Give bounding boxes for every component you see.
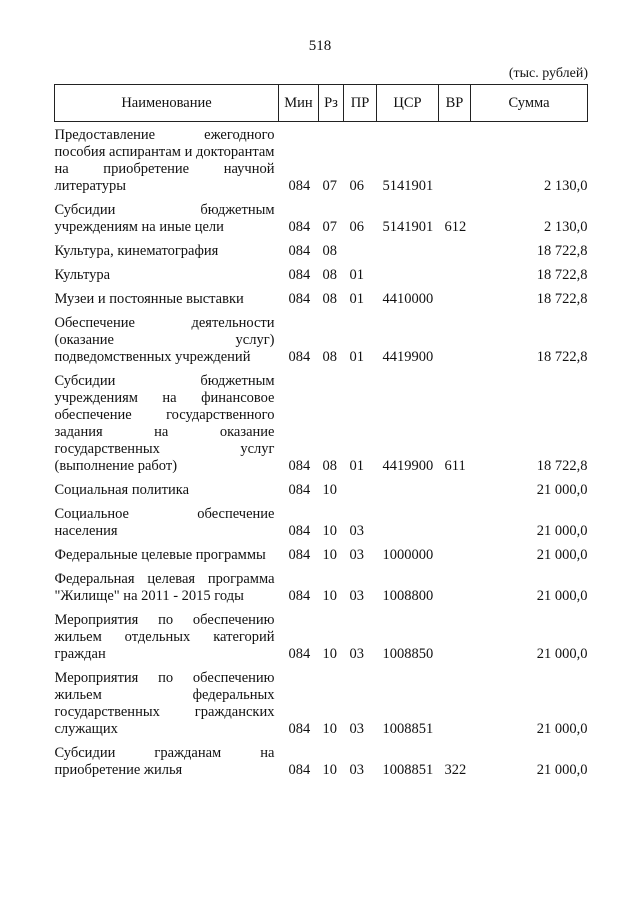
row-min: 084 xyxy=(288,219,311,235)
row-pr: 01 xyxy=(349,267,364,283)
row-name: Социальная политика xyxy=(54,482,190,498)
row-vr xyxy=(439,605,471,663)
row-min: 084 xyxy=(288,646,311,662)
row-sum: 18 722,8 xyxy=(536,243,588,259)
row-pr: 06 xyxy=(349,219,364,235)
table-row xyxy=(55,195,588,236)
row-rz: 10 xyxy=(322,646,337,662)
row-sum: 2 130,0 xyxy=(544,178,588,194)
row-csr: 1008851 xyxy=(382,762,434,778)
row-csr: 4419900 xyxy=(382,458,434,474)
row-name: Культура xyxy=(54,267,111,283)
row-min: 084 xyxy=(288,243,311,259)
row-pr: 03 xyxy=(349,588,364,604)
row-name: Федеральная целевая программа "Жилище" на 2011 - 2015 годы xyxy=(54,571,275,604)
units-label: (тыс. рублей) xyxy=(508,66,588,81)
row-vr xyxy=(439,260,471,284)
row-vr xyxy=(439,499,471,540)
row-sum: 21 000,0 xyxy=(536,762,588,778)
header-pr: ПР xyxy=(344,85,377,122)
row-rz: 07 xyxy=(322,219,337,235)
row-sum: 18 722,8 xyxy=(536,349,588,365)
row-vr: 611 xyxy=(444,458,466,474)
row-vr xyxy=(439,236,471,260)
table-row xyxy=(55,663,588,738)
row-csr xyxy=(377,475,439,499)
row-name: Мероприятия по обеспечению жильем федеральных государственных гражданских служащих xyxy=(54,670,275,737)
table-row xyxy=(55,738,588,779)
row-vr: 612 xyxy=(444,219,467,235)
row-csr xyxy=(377,236,439,260)
row-name: Субсидии бюджетным учреждениям на финансовое обеспечение государственного задания на оказание государственных услуг (выполнение работ) xyxy=(54,373,275,474)
row-csr: 1008800 xyxy=(382,588,434,604)
row-min: 084 xyxy=(288,267,311,283)
table-row xyxy=(55,236,588,260)
row-rz: 07 xyxy=(322,178,337,194)
row-name: Субсидии гражданам на приобретение жилья xyxy=(54,745,275,778)
table-row xyxy=(55,475,588,499)
row-sum: 21 000,0 xyxy=(536,523,588,539)
table-row xyxy=(55,564,588,605)
row-csr: 5141901 xyxy=(382,178,434,194)
row-pr: 03 xyxy=(349,721,364,737)
row-rz: 08 xyxy=(322,458,337,474)
row-pr: 03 xyxy=(349,762,364,778)
row-pr: 03 xyxy=(349,646,364,662)
row-vr xyxy=(439,564,471,605)
row-sum: 18 722,8 xyxy=(536,458,588,474)
row-pr: 01 xyxy=(349,349,364,365)
row-vr xyxy=(439,308,471,366)
table-row xyxy=(55,260,588,284)
row-rz: 10 xyxy=(322,762,337,778)
row-csr xyxy=(377,260,439,284)
row-sum: 21 000,0 xyxy=(536,721,588,737)
row-min: 084 xyxy=(288,547,311,563)
table-row xyxy=(55,499,588,540)
row-name: Музеи и постоянные выставки xyxy=(54,291,244,307)
row-vr xyxy=(439,122,471,196)
row-rz: 08 xyxy=(322,243,337,259)
row-rz: 08 xyxy=(322,349,337,365)
row-rz: 08 xyxy=(322,267,337,283)
table-row xyxy=(55,284,588,308)
row-name: Предоставление ежегодного пособия аспирантам и докторантам на приобретение научной литературы xyxy=(54,127,275,194)
row-min: 084 xyxy=(288,458,311,474)
row-csr: 4410000 xyxy=(382,291,434,307)
row-pr: 03 xyxy=(349,547,364,563)
table-row xyxy=(55,366,588,475)
row-pr: 03 xyxy=(349,523,364,539)
row-name: Субсидии бюджетным учреждениям на иные цели xyxy=(54,202,275,235)
row-sum: 21 000,0 xyxy=(536,547,588,563)
header-sum: Сумма xyxy=(471,85,588,122)
row-pr: 06 xyxy=(349,178,364,194)
row-min: 084 xyxy=(288,523,311,539)
table-header-row xyxy=(55,85,588,122)
row-min: 084 xyxy=(288,178,311,194)
row-rz: 08 xyxy=(322,291,337,307)
row-sum: 21 000,0 xyxy=(536,646,588,662)
row-sum: 18 722,8 xyxy=(536,267,588,283)
header-rz: Рз xyxy=(319,85,344,122)
row-pr: 01 xyxy=(349,291,364,307)
row-vr xyxy=(439,284,471,308)
table-row xyxy=(55,540,588,564)
row-sum: 18 722,8 xyxy=(536,291,588,307)
row-min: 084 xyxy=(288,349,311,365)
row-pr: 01 xyxy=(349,458,364,474)
row-pr xyxy=(344,236,377,260)
row-rz: 10 xyxy=(322,482,337,498)
header-csr: ЦСР xyxy=(377,85,439,122)
row-name: Культура, кинематография xyxy=(54,243,219,259)
row-csr: 1008850 xyxy=(382,646,434,662)
page-number: 518 xyxy=(308,38,332,54)
row-pr xyxy=(344,475,377,499)
row-min: 084 xyxy=(288,291,311,307)
row-sum: 21 000,0 xyxy=(536,588,588,604)
row-sum: 21 000,0 xyxy=(536,482,588,498)
row-rz: 10 xyxy=(322,721,337,737)
row-vr xyxy=(439,663,471,738)
budget-table xyxy=(54,84,588,779)
row-name: Федеральные целевые программы xyxy=(54,547,266,563)
row-csr: 5141901 xyxy=(382,219,434,235)
row-min: 084 xyxy=(288,588,311,604)
header-min: Мин xyxy=(279,85,319,122)
row-csr: 4419900 xyxy=(382,349,434,365)
row-csr xyxy=(377,499,439,540)
header-vr: ВР xyxy=(439,85,471,122)
row-rz: 10 xyxy=(322,588,337,604)
row-csr: 1008851 xyxy=(382,721,434,737)
row-min: 084 xyxy=(288,762,311,778)
row-vr xyxy=(439,540,471,564)
row-name: Мероприятия по обеспечению жильем отдельных категорий граждан xyxy=(54,612,275,662)
row-rz: 10 xyxy=(322,547,337,563)
table-row xyxy=(55,605,588,663)
header-name: Наименование xyxy=(55,85,279,122)
row-name: Обеспечение деятельности (оказание услуг) подведомственных учреждений xyxy=(54,315,275,365)
row-name: Социальное обеспечение населения xyxy=(54,506,275,539)
row-csr: 1000000 xyxy=(382,547,434,563)
row-sum: 2 130,0 xyxy=(544,219,588,235)
row-vr: 322 xyxy=(444,762,467,778)
row-rz: 10 xyxy=(322,523,337,539)
table-row xyxy=(55,122,588,196)
row-min: 084 xyxy=(288,721,311,737)
row-min: 084 xyxy=(288,482,311,498)
table-row xyxy=(55,308,588,366)
row-vr xyxy=(439,475,471,499)
